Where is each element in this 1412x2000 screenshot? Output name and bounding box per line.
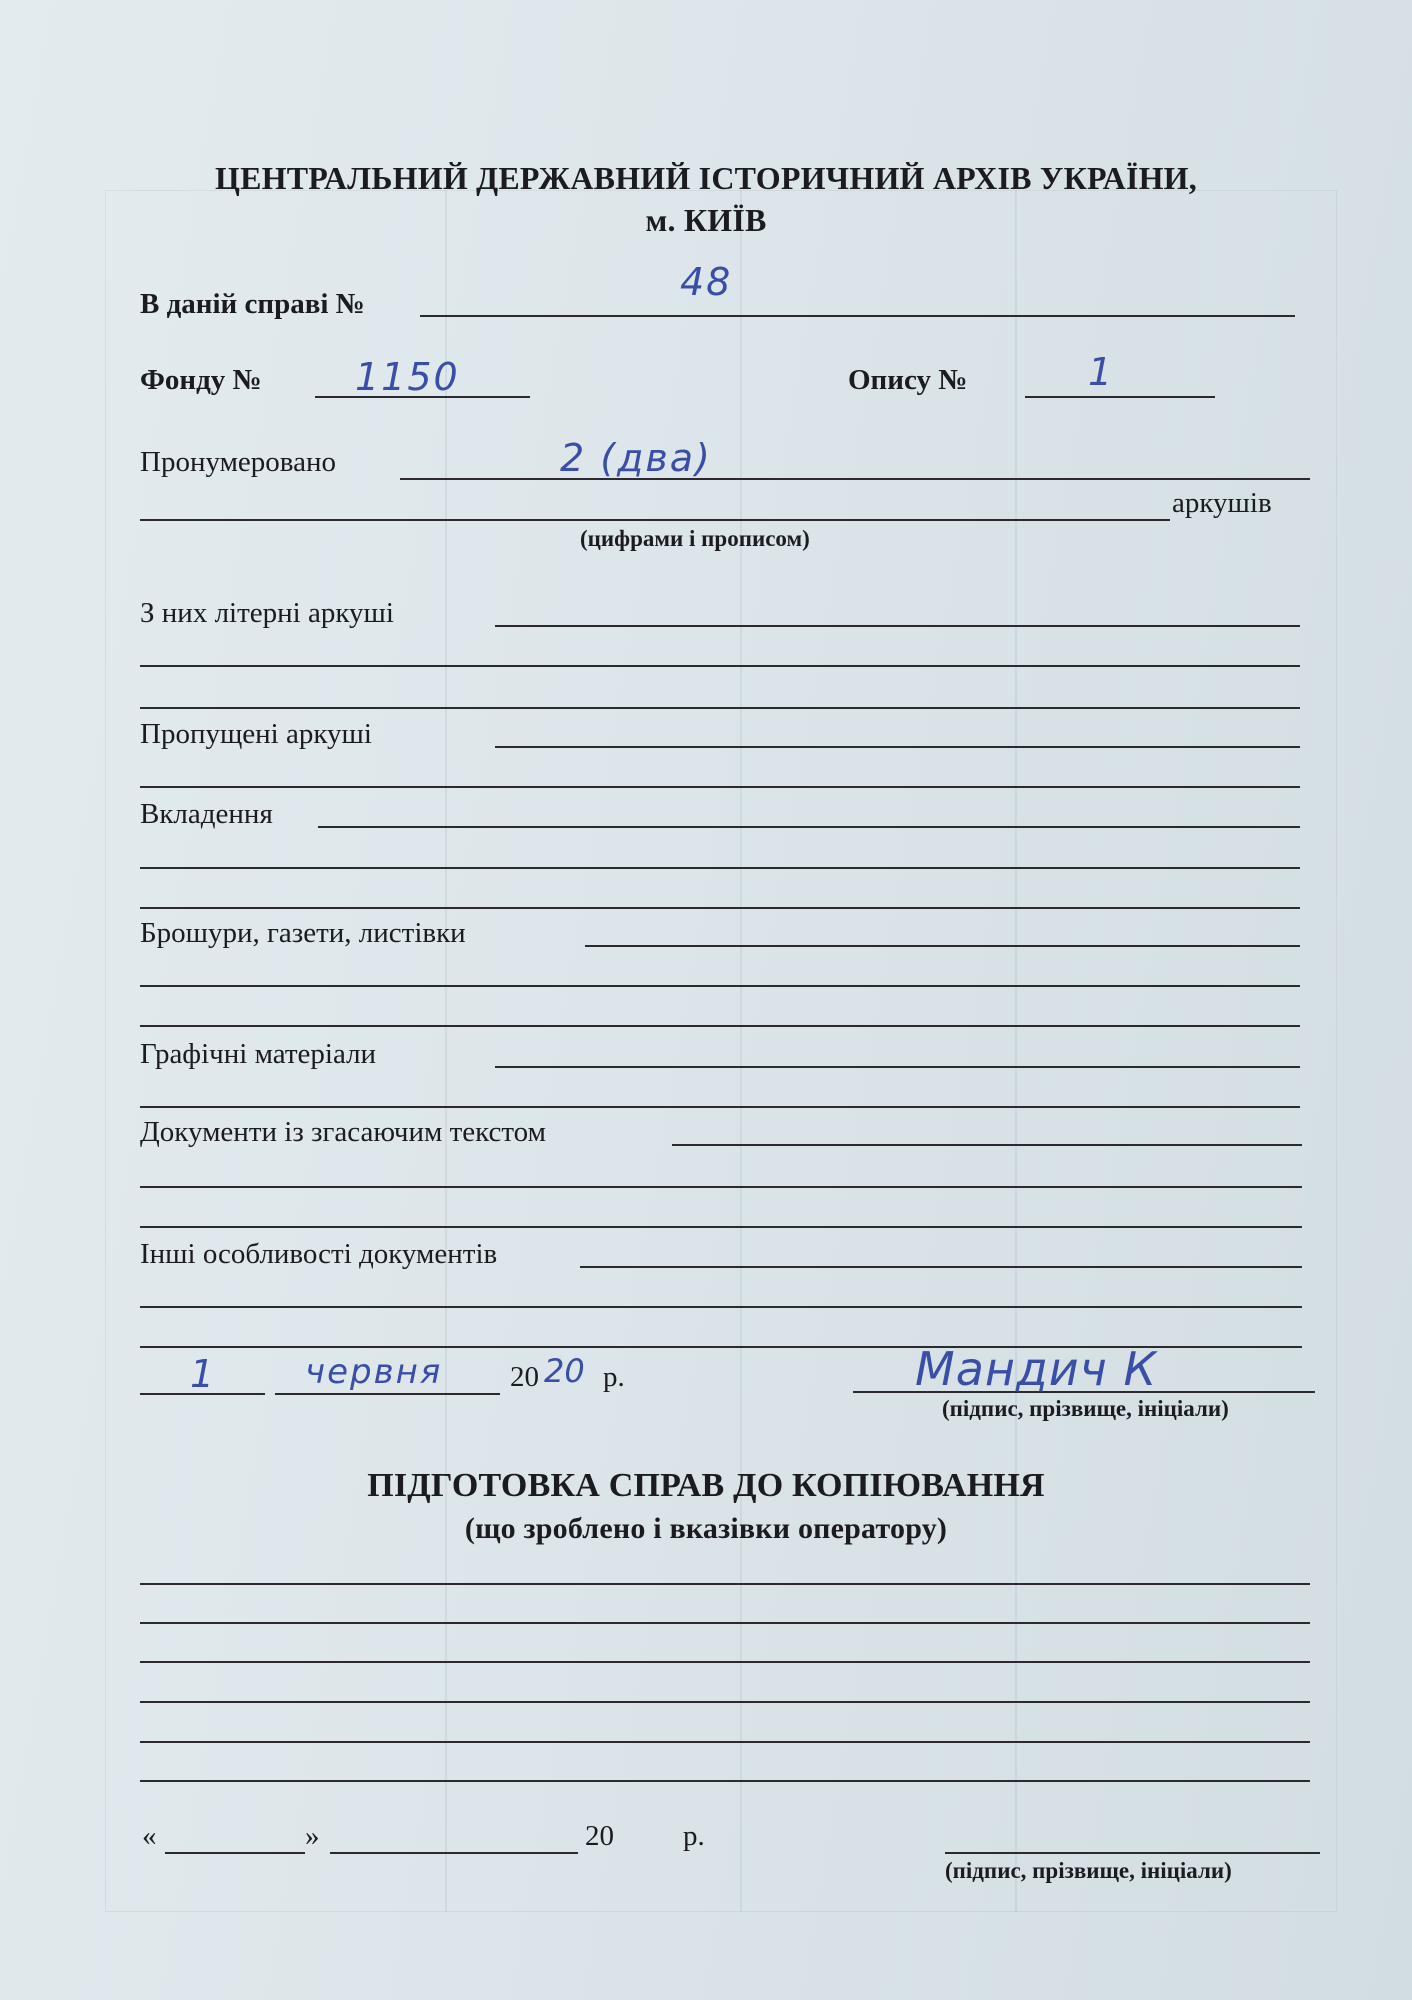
- graphic-line: [495, 1066, 1300, 1068]
- signature2-caption: (підпис, прізвище, ініціали): [945, 1858, 1232, 1883]
- numbered-value: 2 (два): [560, 436, 712, 480]
- bleed-through-col: [1015, 190, 1017, 1912]
- case-value: 48: [680, 260, 733, 304]
- date1-year: 20: [544, 1352, 585, 1390]
- case-line: [420, 315, 1295, 317]
- date2-year-prefix: 20: [585, 1820, 614, 1852]
- attachments-line-3: [140, 907, 1300, 909]
- attachments-line-2: [140, 867, 1300, 869]
- date2-open-quote: «: [142, 1820, 157, 1852]
- other-line-2: [140, 1306, 1302, 1308]
- litera-line-3: [140, 707, 1300, 709]
- date2-day-line: [165, 1852, 305, 1854]
- bleed-through-col: [445, 190, 447, 1912]
- date2-suffix: р.: [683, 1820, 705, 1852]
- date1-suffix: р.: [603, 1361, 625, 1393]
- missing-line: [495, 746, 1300, 748]
- date2-close-quote: »: [305, 1820, 320, 1852]
- signature2-line: [945, 1852, 1320, 1854]
- opys-value: 1: [1088, 350, 1115, 394]
- numbered-line: [400, 478, 1310, 480]
- prep-subtitle: (що зроблено і вказівки оператору): [464, 1512, 948, 1545]
- date1-year-prefix: 20: [510, 1361, 539, 1393]
- numbered-label: Пронумеровано: [140, 446, 337, 478]
- numbered-line-2: [140, 519, 1170, 521]
- fond-value: 1150: [355, 355, 460, 399]
- numbered-suffix: аркушів: [1172, 487, 1272, 519]
- fading-line-2: [140, 1186, 1302, 1188]
- archive-city: м. КИЇВ: [645, 202, 767, 238]
- fading-label: Документи із згасаючим текстом: [140, 1116, 546, 1148]
- date1-month-line: [275, 1393, 500, 1395]
- brochures-line: [585, 945, 1300, 947]
- brochures-label: Брошури, газети, листівки: [140, 917, 466, 949]
- graphic-line-2: [140, 1106, 1300, 1108]
- litera-label: З них літерні аркуші: [140, 597, 394, 629]
- date2-month-line: [330, 1852, 578, 1854]
- other-label: Інші особливості документів: [140, 1238, 498, 1270]
- signature1-value: Мандич К: [915, 1342, 1158, 1396]
- date1-month: червня: [305, 1352, 443, 1392]
- litera-line: [495, 625, 1300, 627]
- bleed-through-col: [740, 190, 742, 1912]
- prep-line-2: [140, 1622, 1310, 1624]
- fond-label: Фонду №: [140, 364, 262, 396]
- numbered-hint: (цифрами і прописом): [580, 526, 810, 551]
- prep-line-3: [140, 1661, 1310, 1663]
- prep-line-4: [140, 1701, 1310, 1703]
- fading-line-3: [140, 1226, 1302, 1228]
- missing-line-2: [140, 786, 1300, 788]
- attachments-label: Вкладення: [140, 798, 273, 830]
- case-label: В даній справі №: [140, 288, 365, 320]
- prep-line-1: [140, 1583, 1310, 1585]
- opys-label: Опису №: [848, 364, 968, 396]
- brochures-line-3: [140, 1025, 1300, 1027]
- brochures-line-2: [140, 985, 1300, 987]
- other-line: [580, 1266, 1302, 1268]
- archive-title: ЦЕНТРАЛЬНИЙ ДЕРЖАВНИЙ ІСТОРИЧНИЙ АРХІВ УКРАЇНИ,: [215, 160, 1197, 196]
- signature1-caption: (підпис, прізвище, ініціали): [942, 1396, 1229, 1421]
- opys-line: [1025, 396, 1215, 398]
- attachments-line: [318, 826, 1300, 828]
- graphic-label: Графічні матеріали: [140, 1038, 377, 1070]
- missing-label: Пропущені аркуші: [140, 718, 372, 750]
- prep-line-6: [140, 1780, 1310, 1782]
- prep-line-5: [140, 1741, 1310, 1743]
- prep-title: ПІДГОТОВКА СПРАВ ДО КОПІЮВАННЯ: [367, 1467, 1045, 1504]
- litera-line-2: [140, 665, 1300, 667]
- fading-line: [672, 1144, 1302, 1146]
- date1-day: 1: [190, 1352, 217, 1396]
